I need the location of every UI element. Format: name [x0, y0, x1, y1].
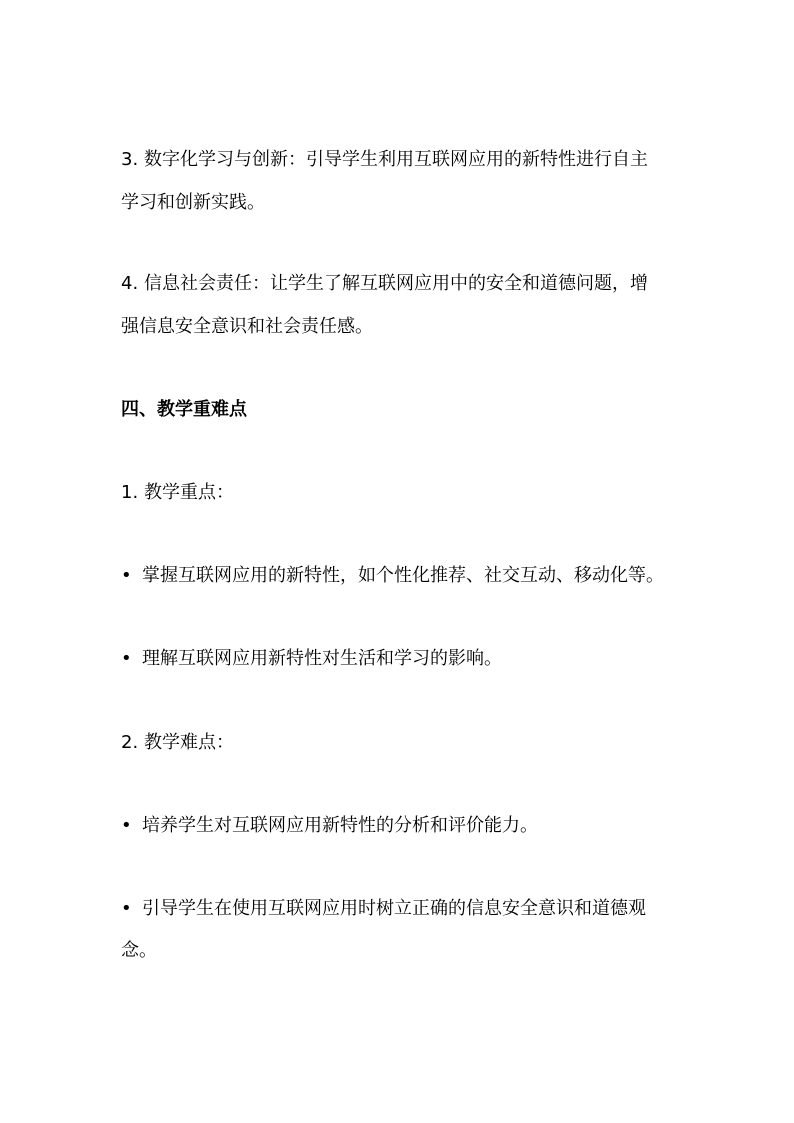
bullet-icon: •: [121, 815, 132, 836]
focus-heading: [121, 481, 234, 505]
difficulty-bullet-2-continuation: 念。: [121, 940, 157, 961]
focus-bullet-2: [121, 647, 502, 671]
difficulty-bullet-2-text: 引导学生在使用互联网应用时树立正确的信息安全意识和道德观: [142, 898, 646, 919]
item-4-line-1: [121, 272, 648, 296]
focus-number: 1.: [121, 482, 139, 503]
bullet-icon: •: [121, 648, 132, 669]
item-4-number: 4.: [121, 273, 139, 294]
item-3-line-2: 学习和创新实践。: [121, 192, 265, 213]
bullet-icon: •: [121, 565, 132, 586]
item-3-number: 3.: [121, 149, 139, 170]
item-3-line-1: [121, 148, 648, 172]
item-3-text: 数字化学习与创新：引导学生利用互联网应用的新特性进行自主: [144, 149, 648, 170]
difficulty-label: 教学难点：: [144, 732, 234, 753]
difficulty-heading: [121, 731, 234, 755]
item-4-line-2: 强信息安全意识和社会责任感。: [121, 316, 373, 337]
item-4-text: 信息社会责任：让学生了解互联网应用中的安全和道德问题，增: [144, 273, 648, 294]
focus-label: 教学重点：: [144, 482, 234, 503]
focus-bullet-1-text: 掌握互联网应用的新特性，如个性化推荐、社交互动、移动化等。: [142, 565, 664, 586]
focus-bullet-2-text: 理解互联网应用新特性对生活和学习的影响。: [142, 648, 502, 669]
section-heading: 四、教学重难点: [121, 399, 247, 420]
bullet-icon: •: [121, 898, 132, 919]
difficulty-bullet-1: [121, 814, 538, 838]
difficulty-number: 2.: [121, 732, 139, 753]
focus-bullet-1: [121, 564, 664, 588]
difficulty-bullet-1-text: 培养学生对互联网应用新特性的分析和评价能力。: [142, 815, 538, 836]
difficulty-bullet-2: [121, 897, 646, 921]
